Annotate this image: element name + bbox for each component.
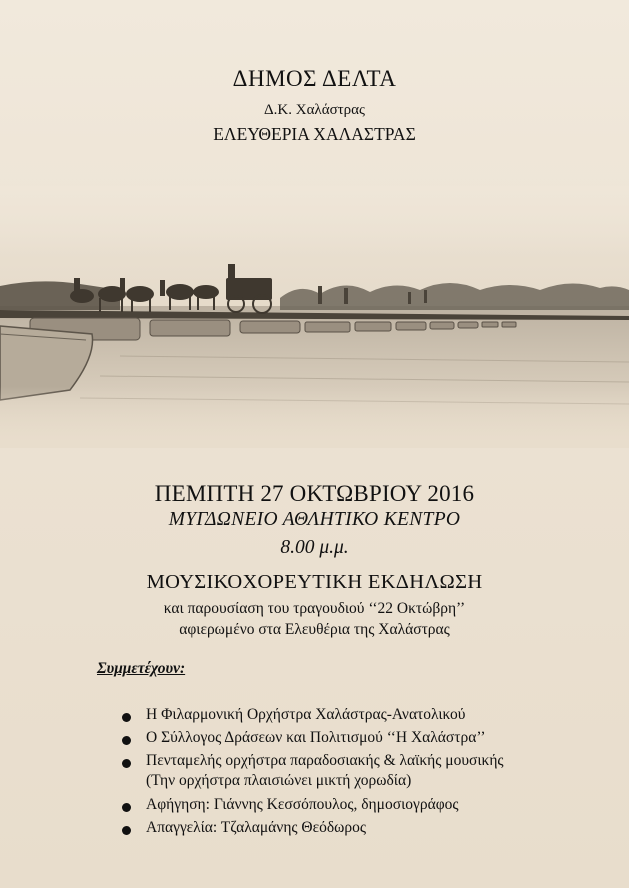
- event-date: ΠΕΜΠΤΗ 27 ΟΚΤΩΒΡΙΟΥ 2016: [154, 481, 475, 506]
- municipality-title: ΔΗΜΟΣ ΔΕΛΤΑ: [232, 66, 397, 91]
- participant-text: Ο Σύλλογος Δράσεων και Πολιτισμού ‘‘Η Χαλάστρα’’: [146, 729, 486, 746]
- celebration-title: ΕΛΕΥΘΕΡΙΑ ΧΑΛΑΣΤΡΑΣ: [213, 124, 416, 144]
- bullet-icon: [122, 826, 131, 835]
- participant-text-continued: (Την ορχήστρα πλαισιώνει μικτή χορωδία): [146, 772, 412, 789]
- bullet-icon: [122, 736, 131, 745]
- bullet-icon: [122, 713, 131, 722]
- participants-heading: Συμμετέχουν:: [97, 660, 186, 677]
- event-description-line2: αφιερωμένο στα Ελευθέρια της Χαλάστρας: [179, 621, 450, 638]
- participant-text: Απαγγελία: Τζαλαμάνης Θεόδωρος: [146, 819, 367, 836]
- bullet-icon: [122, 759, 131, 768]
- historic-river-bridge-photo: [0, 186, 629, 448]
- participant-text: Η Φιλαρμονική Ορχήστρα Χαλάστρας-Ανατολικού: [146, 706, 466, 723]
- event-description-line1: και παρουσίαση του τραγουδιού ‘‘22 Οκτώβρη’’: [163, 600, 466, 617]
- event-time: 8.00 μ.μ.: [280, 537, 349, 558]
- event-venue: ΜΥΓΔΩΝΕΙΟ ΑΘΛΗΤΙΚΟ ΚΕΝΤΡΟ: [168, 509, 461, 530]
- bullet-icon: [122, 803, 131, 812]
- participant-text: Αφήγηση: Γιάννης Κεσσόπουλος, δημοσιογράφος: [146, 796, 459, 813]
- event-title: ΜΟΥΣΙΚΟΧΟΡΕΥΤΙΚΗ ΕΚΔΗΛΩΣΗ: [146, 571, 483, 593]
- participant-text: Πενταμελής ορχήστρα παραδοσιακής & λαϊκής μουσικής: [146, 752, 504, 769]
- community-subtitle: Δ.Κ. Χαλάστρας: [264, 102, 365, 118]
